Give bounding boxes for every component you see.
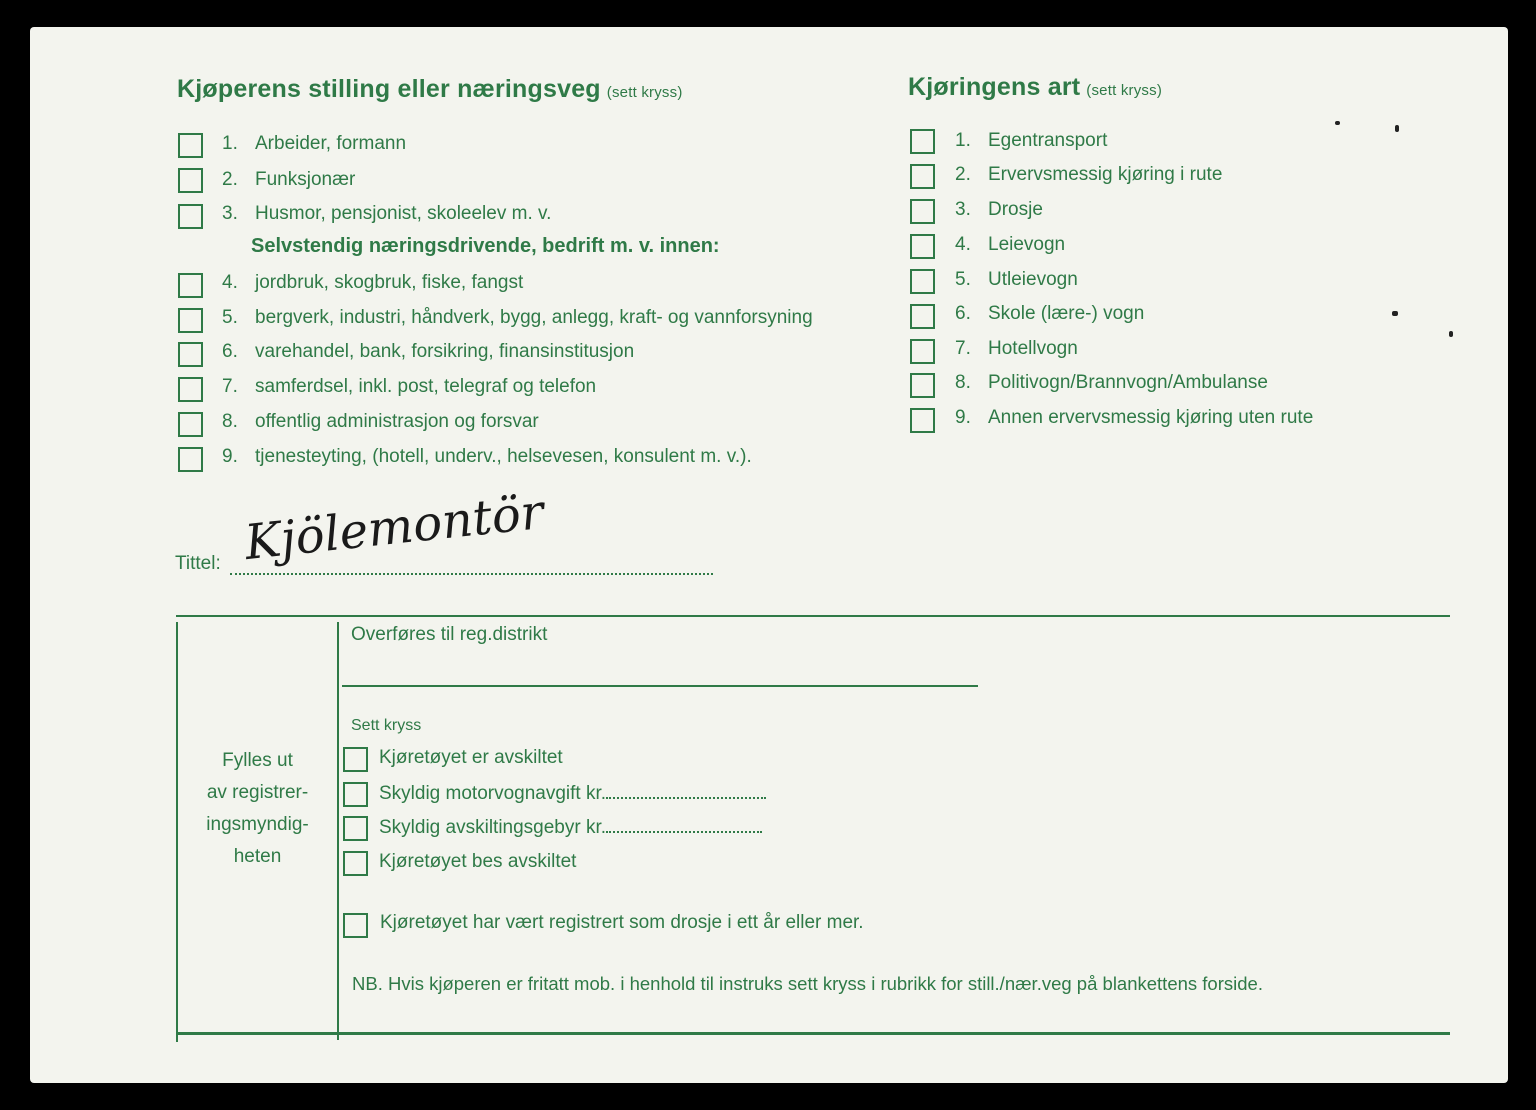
check-deregistered-label: Kjøretøyet er avskiltet (379, 747, 563, 768)
driving-5-label: Utleievogn (988, 269, 1078, 290)
checkbox-occupation-9[interactable] (178, 447, 203, 472)
form-card (30, 27, 1508, 1083)
occupation-7-label: samferdsel, inkl. post, telegraf og telefon (255, 376, 597, 397)
checkbox-motor-fee[interactable] (343, 782, 368, 807)
checkbox-occupation-8[interactable] (178, 412, 203, 437)
driving-8-label: Politivogn/Brannvogn/Ambulanse (988, 372, 1268, 393)
driving-1-number: 1. (955, 130, 971, 151)
checkbox-taxi[interactable] (343, 913, 368, 938)
occupation-6-label: varehandel, bank, forsikring, finansinstitusjon (255, 341, 635, 362)
sett-kryss-label: Sett kryss (351, 717, 422, 734)
check-request-deregister-label: Kjøretøyet bes avskiltet (379, 851, 577, 872)
speck-mark (1335, 121, 1340, 125)
checkbox-occupation-5[interactable] (178, 308, 203, 333)
side-label (180, 745, 335, 873)
checkbox-occupation-1[interactable] (178, 133, 203, 158)
checkbox-driving-9[interactable] (910, 408, 935, 433)
driving-7-number: 7. (955, 338, 971, 359)
motor-fee-amount-line[interactable] (606, 797, 766, 799)
left-heading-hint: (sett kryss) (606, 84, 683, 101)
driving-4-label: Leievogn (988, 234, 1066, 255)
occupation-6 (222, 341, 634, 363)
check-plate-fee (379, 817, 762, 839)
driving-2-label: Ervervsmessig kjøring i rute (988, 164, 1223, 185)
title-label: Tittel: (175, 553, 221, 574)
checkbox-occupation-2[interactable] (178, 168, 203, 193)
driving-5-number: 5. (955, 269, 971, 290)
checkbox-driving-2[interactable] (910, 164, 935, 189)
checkbox-driving-4[interactable] (910, 234, 935, 259)
side-label-line-3: ingsmyndig- (206, 814, 309, 835)
occupation-5 (222, 307, 813, 329)
occupation-8-label: offentlig administrasjon og forsvar (255, 411, 539, 432)
check-motor-fee-label: Skyldig motorvognavgift kr. (379, 783, 607, 804)
occupation-7 (222, 376, 596, 398)
driving-6-label: Skole (lære-) vogn (988, 303, 1145, 324)
side-label-line-4: heten (233, 846, 282, 867)
occupation-4-number: 4. (222, 272, 238, 293)
checkbox-driving-3[interactable] (910, 199, 935, 224)
driving-9-number: 9. (955, 407, 971, 428)
occupation-6-number: 6. (222, 341, 238, 362)
driving-4 (955, 234, 1065, 256)
occupation-9-number: 9. (222, 446, 238, 467)
occupation-4-label: jordbruk, skogbruk, fiske, fangst (255, 272, 524, 293)
driving-9-label: Annen ervervsmessig kjøring uten rute (988, 407, 1314, 428)
driving-4-number: 4. (955, 234, 971, 255)
occupation-7-number: 7. (222, 376, 238, 397)
occupation-1-label: Arbeider, formann (255, 133, 407, 154)
driving-3-number: 3. (955, 199, 971, 220)
checkbox-driving-7[interactable] (910, 339, 935, 364)
occupation-5-label: bergverk, industri, håndverk, bygg, anlegg, kraft- og vannforsyning (255, 307, 813, 328)
checkbox-occupation-4[interactable] (178, 273, 203, 298)
side-label-line-2: av registrer- (206, 782, 309, 803)
checkbox-occupation-7[interactable] (178, 377, 203, 402)
occupation-2-number: 2. (222, 169, 238, 190)
speck-mark (1449, 331, 1453, 337)
transfer-line[interactable] (342, 685, 978, 687)
driving-3 (955, 199, 1043, 221)
driving-6-number: 6. (955, 303, 971, 324)
driving-1-label: Egentransport (988, 130, 1108, 151)
occupation-3 (222, 203, 551, 225)
check-taxi-label: Kjøretøyet har vært registrert som drosje i ett år eller mer. (380, 912, 864, 933)
side-label-line-1: Fylles ut (222, 750, 293, 771)
right-heading (908, 73, 1162, 102)
checkbox-driving-5[interactable] (910, 269, 935, 294)
checkbox-driving-8[interactable] (910, 373, 935, 398)
occupation-8-number: 8. (222, 411, 238, 432)
driving-5 (955, 269, 1078, 291)
checkbox-plate-fee[interactable] (343, 816, 368, 841)
driving-1 (955, 130, 1107, 152)
checkbox-request-deregister[interactable] (343, 851, 368, 876)
occupation-1 (222, 133, 406, 155)
occupation-2 (222, 169, 355, 191)
occupation-4 (222, 272, 523, 294)
speck-mark (1395, 125, 1399, 132)
nb-note: NB. Hvis kjøperen er fritatt mob. i henhold til instruks sett kryss i rubrikk for still./nær.veg på blankettens forside. (352, 973, 1263, 994)
checkbox-driving-1[interactable] (910, 129, 935, 154)
check-plate-fee-label: Skyldig avskiltingsgebyr kr. (379, 817, 607, 838)
occupation-9-label: tjenesteyting, (hotell, underv., helsevesen, konsulent m. v.). (255, 446, 752, 467)
transfer-label: Overføres til reg.distrikt (351, 624, 548, 645)
speck-mark (1392, 311, 1398, 316)
left-heading-text: Kjøperens stilling eller næringsveg (177, 75, 601, 103)
occupation-3-label: Husmor, pensjonist, skoleelev m. v. (255, 203, 552, 224)
driving-3-label: Drosje (988, 199, 1043, 220)
bottom-box-bottom-line (176, 1032, 1450, 1035)
driving-9 (955, 407, 1313, 429)
driving-8-number: 8. (955, 372, 971, 393)
bottom-box-divider (337, 622, 339, 1040)
left-heading (177, 75, 683, 104)
bottom-box-left-line (176, 622, 178, 1042)
title-handwritten-value[interactable]: Kjölemontör (242, 483, 547, 571)
right-heading-hint: (sett kryss) (1086, 82, 1163, 99)
check-motor-fee (379, 783, 766, 805)
checkbox-deregistered[interactable] (343, 747, 368, 772)
occupation-1-number: 1. (222, 133, 238, 154)
driving-8 (955, 372, 1268, 394)
driving-7-label: Hotellvogn (988, 338, 1078, 359)
occupation-8 (222, 411, 539, 433)
driving-7 (955, 338, 1078, 360)
occupation-3-number: 3. (222, 203, 238, 224)
occupation-9 (222, 446, 752, 468)
plate-fee-amount-line[interactable] (606, 831, 762, 833)
checkbox-occupation-3[interactable] (178, 204, 203, 229)
bottom-box-top-line (176, 615, 1450, 617)
driving-2 (955, 164, 1222, 186)
driving-2-number: 2. (955, 164, 971, 185)
occupation-5-number: 5. (222, 307, 238, 328)
occupation-2-label: Funksjonær (255, 169, 356, 190)
title-dotted-line (230, 573, 713, 575)
driving-6 (955, 303, 1144, 325)
checkbox-occupation-6[interactable] (178, 342, 203, 367)
right-heading-text: Kjøringens art (908, 73, 1081, 101)
checkbox-driving-6[interactable] (910, 304, 935, 329)
self-employed-subheading: Selvstendig næringsdrivende, bedrift m. v. innen: (251, 235, 720, 257)
